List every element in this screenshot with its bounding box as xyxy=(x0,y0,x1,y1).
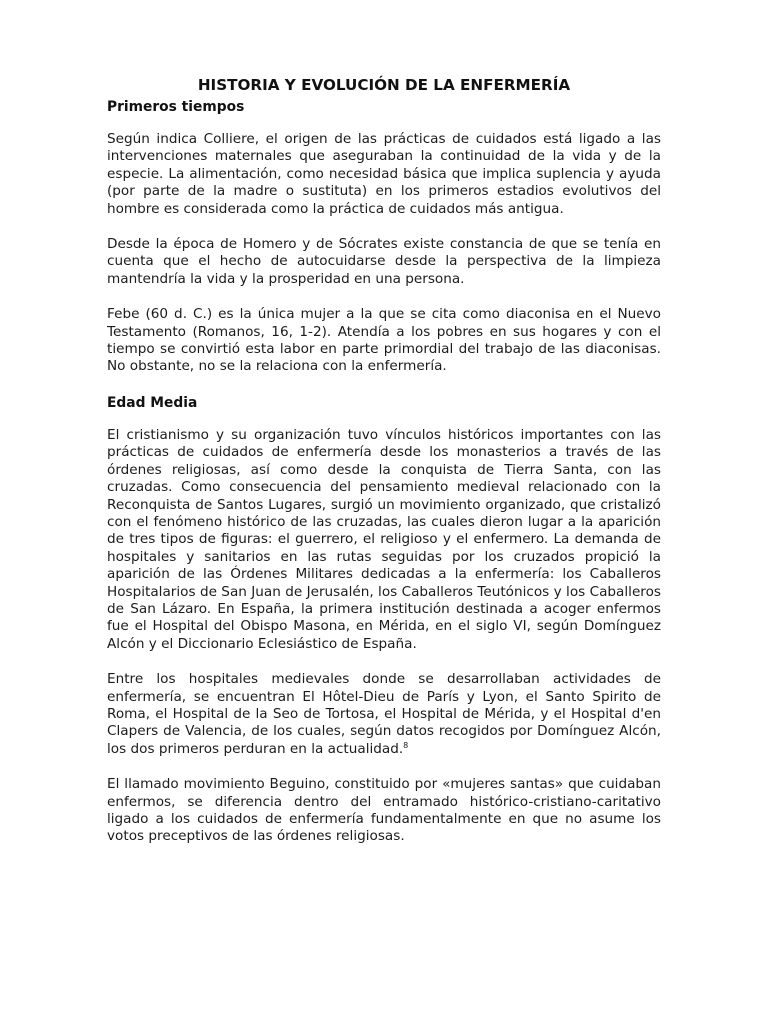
footnote-reference: 8 xyxy=(403,740,409,750)
document-title: HISTORIA Y EVOLUCIÓN DE LA ENFERMERÍA xyxy=(197,76,571,94)
document-body xyxy=(107,75,661,864)
section-heading-edad-media: Edad Media xyxy=(107,394,198,411)
paragraph: El cristianismo y su organización tuvo vínculos históricos importantes con las prácticas de cuidados de enfermería desde los monasterios a través de las órdenes religiosas, así como desde la conquista de Tierra Santa, con las cruzadas. Como consecuencia del pensamiento medieval relacionado con la Reconquista de Santos Lugares, surgió un movimiento organizado, que cristalizó con el fenómeno histórico de las cruzadas, las cuales dieron lugar a la aparición de tres tipos de figuras: el guerrero, el religioso y el enfermero. La demanda de hospitales y sanitarios en las rutas seguidas por los cruzados propició la aparición de las Órdenes Militares dedicadas a la enfermería: los Caballeros Hospitalarios de San Juan de Jerusalén, los Caballeros Teutónicos y los Caballeros de San Lázaro. En España, la primera institución destinada a acoger enfermos fue el Hospital del Obispo Masona, en Mérida, en el siglo VI, según Domínguez Alcón y el Diccionario Eclesiástico de España. xyxy=(107,426,661,652)
section-heading-primeros-tiempos: Primeros tiempos xyxy=(107,99,245,115)
paragraph-with-footnote xyxy=(107,671,661,758)
paragraph: Según indica Colliere, el origen de las prácticas de cuidados está ligado a las intervenciones maternales que aseguraban la continuidad de la vida y de la especie. La alimentación, como necesidad básica que implica suplencia y ayuda (por parte de la madre o sustituta) en los primeros estadios evolutivos del hombre es considerada como la práctica de cuidados más antigua. xyxy=(107,131,661,217)
paragraph: Desde la época de Homero y de Sócrates existe constancia de que se tenía en cuenta que el hecho de autocuidarse desde la perspectiva de la limpieza mantendría la vida y la prosperidad en una persona. xyxy=(107,236,661,287)
paragraph: Febe (60 d. C.) es la única mujer a la que se cita como diaconisa en el Nuevo Testamento (Romanos, 16, 1-2). Atendía a los pobres en sus hogares y con el tiempo se convirtió esta labor en parte primordial del trabajo de las diaconisas. No obstante, no se la relaciona con la enfermería. xyxy=(107,306,661,375)
paragraph: El llamado movimiento Beguino, constituido por «mujeres santas» que cuidaban enfermos, se diferencia dentro del entramado histórico-cristiano-caritativo ligado a los cuidados de enfermería fundamentalmente en que no asume los votos preceptivos de las órdenes religiosas. xyxy=(107,776,661,845)
paragraph-text: Entre los hospitales medievales donde se desarrollaban actividades de enfermería, se encuentran El Hôtel-Dieu de París y Lyon, el Santo Spirito de Roma, el Hospital de la Seo de Tortosa, el Hospital de Mérida, y el Hospital d'en Clapers de Valencia, de los cuales, según datos recogidos por Domínguez Alcón, los dos primeros perduran en la actualidad. xyxy=(107,671,661,757)
